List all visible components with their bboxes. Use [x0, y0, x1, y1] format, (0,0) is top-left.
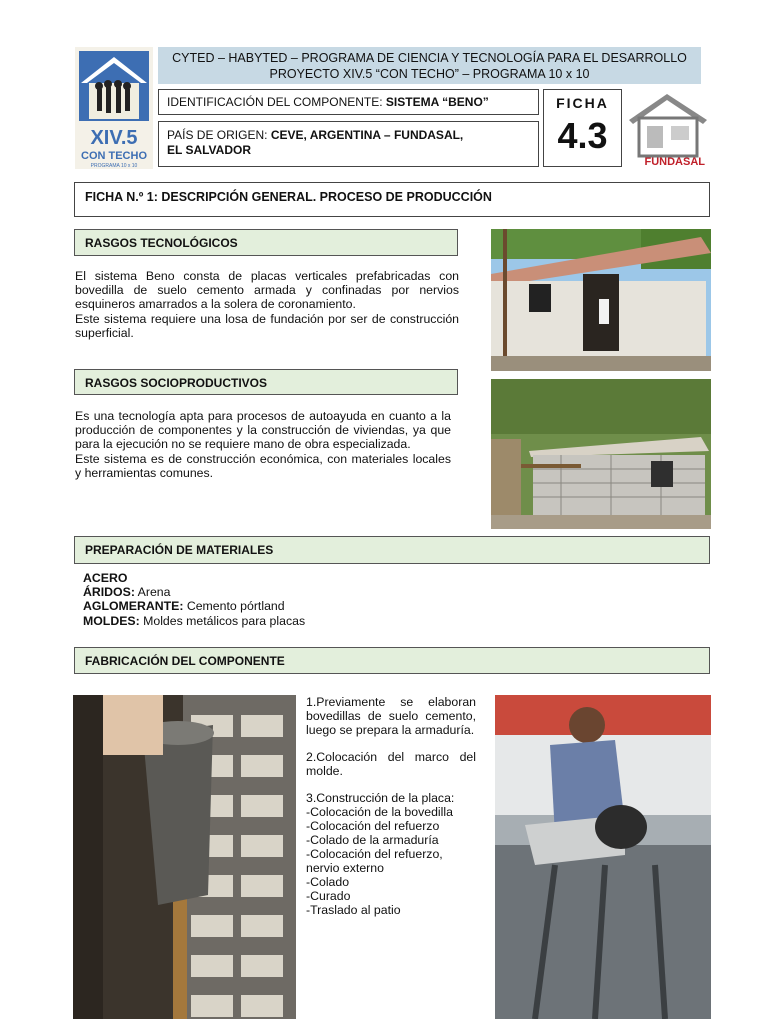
- construction-site-photo: [491, 379, 711, 529]
- ficha-title: FICHA N.º 1: DESCRIPCIÓN GENERAL. PROCESO DE PRODUCCIÓN: [74, 182, 710, 217]
- program-banner: [158, 47, 701, 84]
- step-1: 1.Previamente se elaboran bovedillas de suelo cemento, luego se prepara la armaduría.: [306, 695, 476, 737]
- step-3-title: 3.Construcción de la placa:: [306, 791, 455, 805]
- pais-value-line1: CEVE, ARGENTINA – FUNDASAL,: [270, 128, 464, 142]
- step-3-item: -Colocación del refuerzo: [306, 819, 440, 833]
- fundasal-logo: [625, 90, 710, 168]
- materials-list: [83, 571, 503, 628]
- country-of-origin: [158, 121, 539, 167]
- step-3-item: -Colocación del refuerzo, nervio externo: [306, 847, 443, 875]
- rasgos-socio-paragraph1: Es una tecnología apta para procesos de autoayuda en cuanto a la producción de componentes y la construcción de viviendas, ya que para la ejecución no se requiere mano de obra especializada.: [75, 409, 451, 452]
- ficha-word: FICHA: [556, 95, 609, 111]
- step-2: 2.Colocación del marco del molde.: [306, 750, 476, 778]
- logo-left-line2: CON TECHO: [81, 150, 147, 162]
- material-item: ACERO: [83, 571, 128, 585]
- component-identification: [158, 89, 539, 115]
- material-item: MOLDES: Moldes metálicos para placas: [83, 613, 306, 628]
- worker-photo: [495, 695, 711, 1019]
- con-techo-logo: [75, 47, 153, 169]
- step-3-item: -Colocación de la bovedilla: [306, 805, 453, 819]
- banner-line1: CYTED – HABYTED – PROGRAMA DE CIENCIA Y TECNOLOGÍA PARA EL DESARROLLO: [172, 51, 687, 65]
- pais-value-line2: EL SALVADOR: [167, 143, 252, 157]
- rasgos-socio-paragraph2: Este sistema es de construcción económica, con materiales locales y herramientas comunes.: [75, 451, 451, 480]
- house-photo: [491, 229, 711, 371]
- logo-left-line1: XIV.5: [90, 127, 138, 149]
- ident-label: IDENTIFICACIÓN DEL COMPONENTE:: [167, 95, 386, 109]
- mold-pouring-photo: [73, 695, 296, 1019]
- rasgos-tecnologicos-text: [75, 269, 459, 340]
- banner-line2: PROYECTO XIV.5 “CON TECHO” – PROGRAMA 10 x 10: [269, 67, 590, 81]
- step-3-item: -Traslado al patio: [306, 903, 401, 917]
- step-3-item: -Colado de la armaduría: [306, 833, 439, 847]
- step-3-item: -Colado: [306, 875, 350, 889]
- rasgos-tec-paragraph2: Este sistema requiere una losa de fundación por ser de construcción superficial.: [75, 311, 459, 340]
- pais-label: PAÍS DE ORIGEN:: [167, 128, 271, 142]
- step-3-item: -Curado: [306, 889, 351, 903]
- logo-left-line3: PROGRAMA 10 x 10: [90, 163, 138, 169]
- ficha-number: 4.3: [557, 115, 608, 156]
- section-rasgos-socioproductivos: RASGOS SOCIOPRODUCTIVOS: [74, 369, 458, 395]
- rasgos-socioproductivos-text: [75, 409, 451, 480]
- fabrication-steps: [306, 695, 476, 917]
- logo-right-text: FUNDASAL: [644, 156, 705, 168]
- section-rasgos-tecnologicos: RASGOS TECNOLÓGICOS: [74, 229, 458, 256]
- material-item: AGLOMERANTE: Cemento pórtland: [83, 599, 285, 614]
- section-fabricacion-componente: FABRICACIÓN DEL COMPONENTE: [74, 647, 710, 674]
- ficha-number-box: [543, 89, 622, 167]
- material-item: ÁRIDOS: Arena: [83, 585, 171, 600]
- rasgos-tec-paragraph1: El sistema Beno consta de placas verticales prefabricadas con bovedilla de suelo cemento armada y confinadas por nervios esquineros amarrados a la solera de coronamiento.: [75, 269, 459, 312]
- section-preparacion-materiales: PREPARACIÓN DE MATERIALES: [74, 536, 710, 564]
- ident-value: SISTEMA “BENO”: [385, 95, 489, 109]
